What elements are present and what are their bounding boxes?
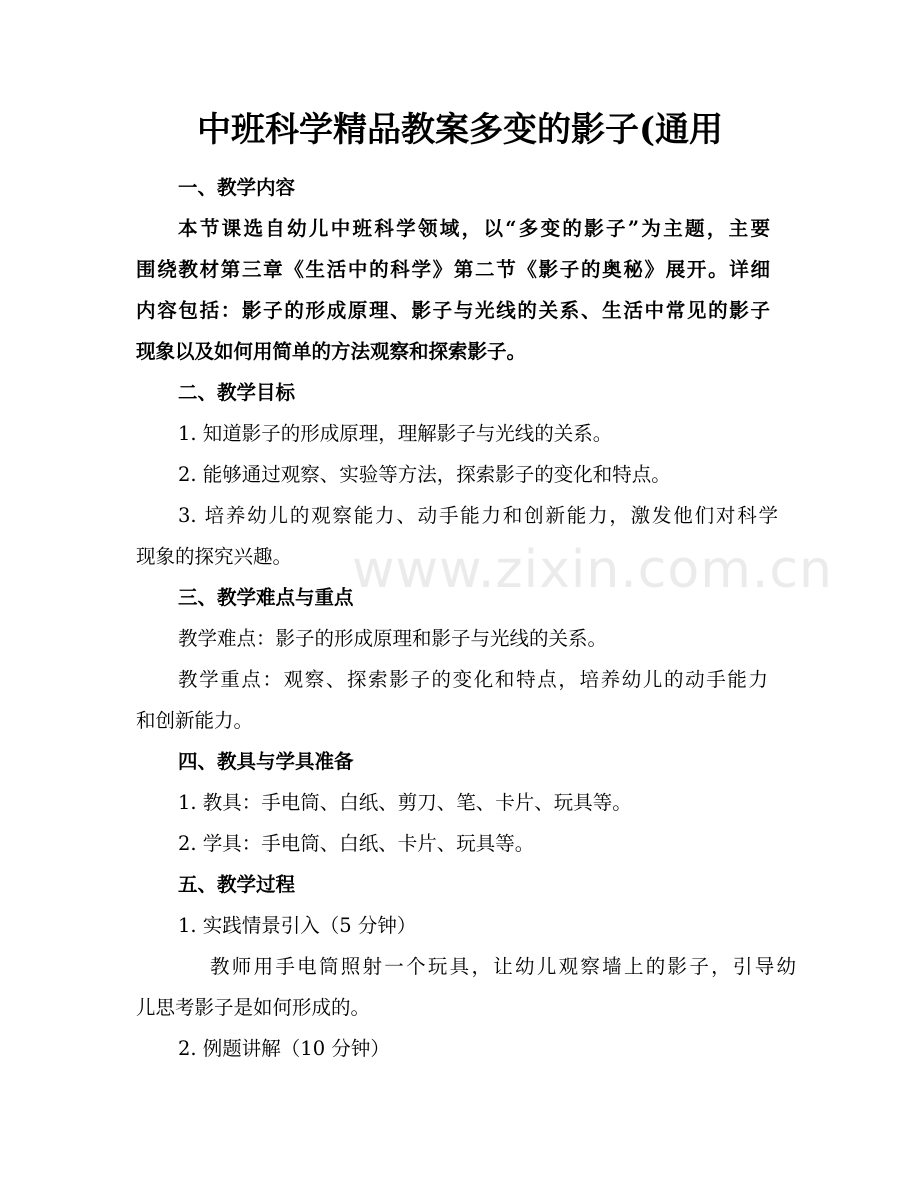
difficulty-line: 教学难点：影子的形成原理和影子与光线的关系。 <box>178 627 608 650</box>
paragraph-line: 本节课选自幼儿中班科学领域，以“多变的影子”为主题，主要 <box>178 217 770 240</box>
objective-item: 3. 培养幼儿的观察能力、动手能力和创新能力，激发他们对科学 <box>178 504 778 527</box>
watermark: www.zixin.com.cn <box>352 540 833 600</box>
section-heading-key-points: 三、教学难点与重点 <box>178 586 354 609</box>
process-step-text: 儿思考影子是如何形成的。 <box>136 996 371 1019</box>
focus-line: 教学重点：观察、探索影子的变化和特点，培养幼儿的动手能力 <box>178 668 768 691</box>
focus-line-continued: 和创新能力。 <box>136 709 254 732</box>
paragraph-line: 内容包括：影子的形成原理、影子与光线的关系、生活中常见的影子 <box>136 299 770 322</box>
section-heading-process: 五、教学过程 <box>178 873 296 896</box>
paragraph-line: 围绕教材第三章《生活中的科学》第二节《影子的奥秘》展开。详细 <box>136 258 770 281</box>
materials-item: 2. 学具：手电筒、白纸、卡片、玩具等。 <box>178 832 535 855</box>
paragraph-line: 现象以及如何用简单的方法观察和探索影子。 <box>136 340 527 363</box>
section-heading-objectives: 二、教学目标 <box>178 381 296 404</box>
objective-item: 1. 知道影子的形成原理，理解影子与光线的关系。 <box>178 422 613 445</box>
objective-item: 2. 能够通过观察、实验等方法，探索影子的变化和特点。 <box>178 463 671 486</box>
objective-item-continued: 现象的探究兴趣。 <box>136 545 293 568</box>
process-step-text: 教师用手电筒照射一个玩具，让幼儿观察墙上的影子，引导幼 <box>210 955 796 978</box>
materials-item: 1. 教具：手电筒、白纸、剪刀、笔、卡片、玩具等。 <box>178 791 632 814</box>
process-step: 2. 例题讲解（10 分钟） <box>178 1037 390 1060</box>
section-heading-materials: 四、教具与学具准备 <box>178 750 354 773</box>
document-title: 中班科学精品教案多变的影子(通用 <box>196 110 724 150</box>
process-step: 1. 实践情景引入（5 分钟） <box>178 914 417 937</box>
section-heading-content: 一、教学内容 <box>178 176 296 199</box>
